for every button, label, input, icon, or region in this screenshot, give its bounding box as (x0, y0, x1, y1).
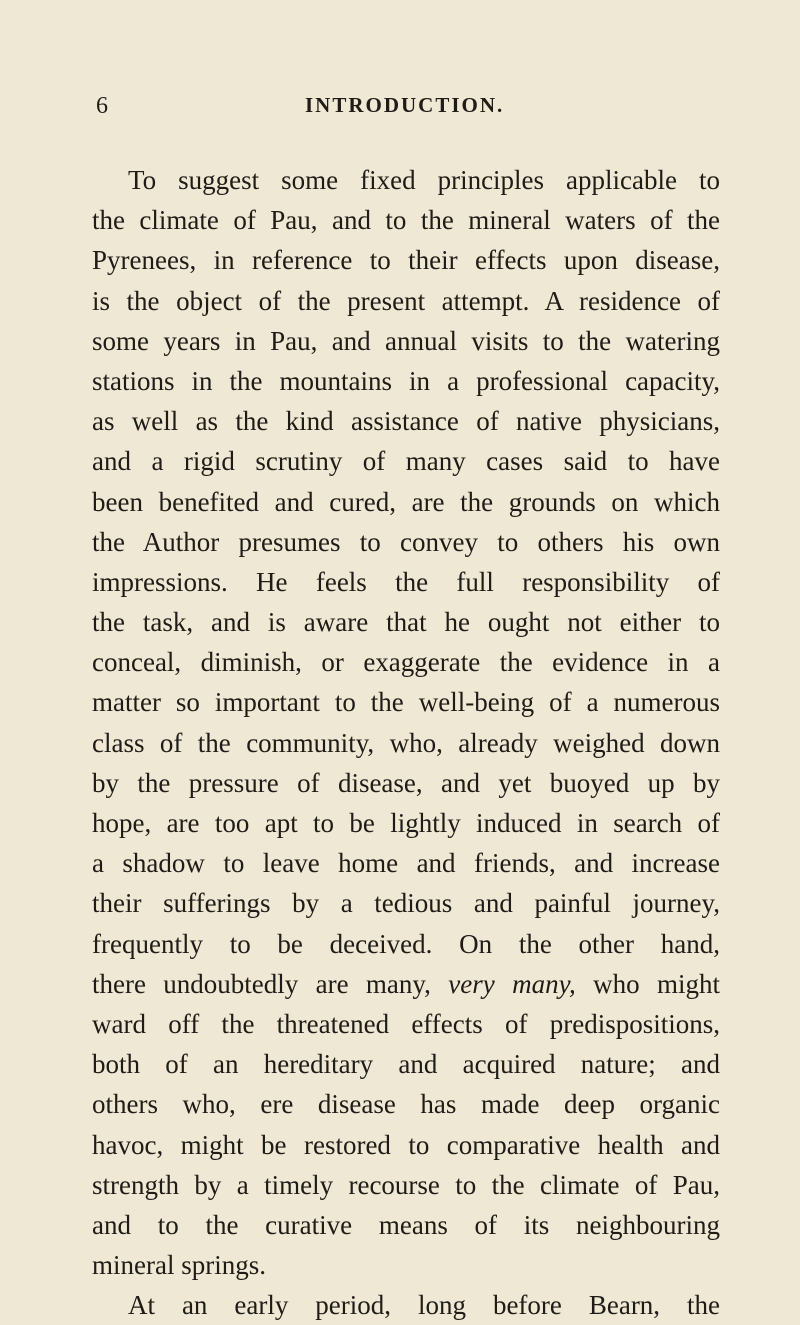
next-paragraph-line: At an early period, long before Bearn, the (128, 1290, 720, 1321)
text-line: conceal, diminish, or exaggerate the evidence in a (92, 647, 720, 678)
text-line: the task, and is aware that he ought not either to (92, 607, 720, 638)
text-line: Pyrenees, in reference to their effects upon disease, (92, 245, 720, 276)
italic-emphasis: very many, (448, 968, 576, 999)
text-line: and to the curative means of its neighbouring (92, 1209, 720, 1240)
text-line: and a rigid scrutiny of many cases said to have (92, 446, 720, 477)
text-line: the climate of Pau, and to the mineral waters of the (92, 205, 720, 236)
text-line: class of the community, who, already weighed down (92, 727, 720, 758)
text-line: been benefited and cured, are the grounds on which (92, 486, 720, 517)
text-line: ward off the threatened effects of predispositions, (92, 1008, 720, 1039)
body-text (92, 160, 720, 1325)
text-line: the Author presumes to convey to others his own (92, 526, 720, 557)
text-line: others who, ere disease has made deep organic (92, 1089, 720, 1120)
text-line: To suggest some fixed principles applicable to (128, 165, 720, 195)
text-line-italic-phrase (92, 964, 720, 1004)
text-line: strength by a timely recourse to the climate of Pau, (92, 1169, 720, 1200)
paragraph-end-line: mineral springs. (92, 1250, 266, 1281)
running-head (0, 93, 800, 123)
text-line: matter so important to the well-being of a numerous (92, 687, 720, 718)
text-line: frequently to be deceived. On the other hand, (92, 928, 720, 959)
text-line: hope, are too apt to be lightly induced in search of (92, 808, 720, 838)
text-line: is the object of the present attempt. A residence of (92, 285, 720, 316)
text-segment: who might (575, 968, 720, 999)
text-line: both of an hereditary and acquired nature; and (92, 1049, 720, 1080)
text-line: their sufferings by a tedious and painful journey, (92, 888, 720, 919)
text-line: some years in Pau, and annual visits to the watering (92, 325, 720, 356)
text-segment: there undoubtedly are many, (92, 968, 449, 999)
text-line: as well as the kind assistance of native physicians, (92, 406, 720, 437)
text-line: impressions. He feels the full responsibility of (92, 566, 720, 597)
text-line: havoc, might be restored to comparative health and (92, 1129, 720, 1160)
text-line: by the pressure of disease, and yet buoyed up by (92, 767, 720, 798)
page-number: 6 (96, 93, 109, 119)
text-line: a shadow to leave home and friends, and increase (92, 848, 720, 879)
chapter-title: INTRODUCTION. (305, 93, 505, 117)
text-line: stations in the mountains in a professional capacity, (92, 365, 720, 396)
